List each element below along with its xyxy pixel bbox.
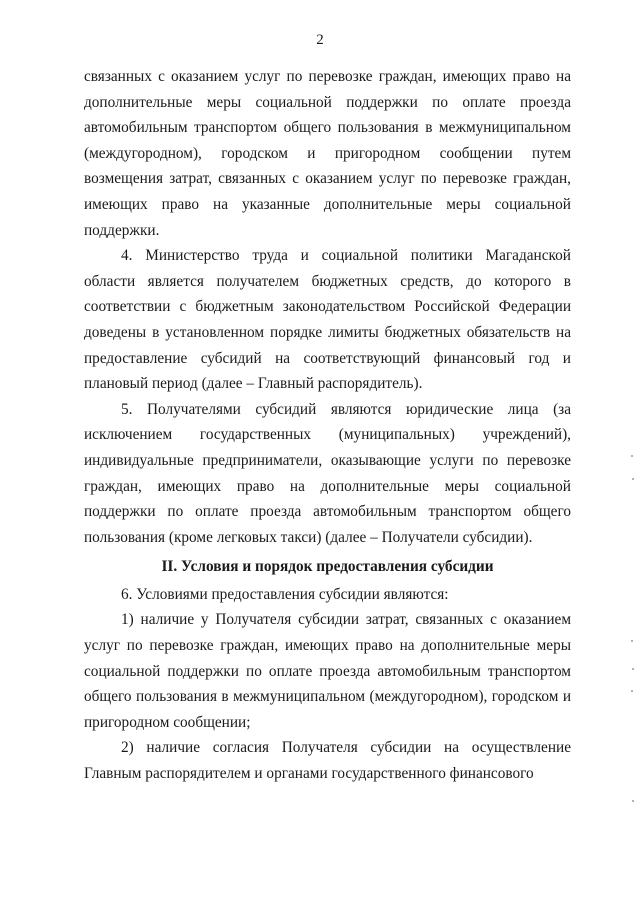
scan-speck [632,800,634,802]
paragraph-continuation: связанных с оказанием услуг по перевозке граждан, имеющих право на дополнительные меры социальной поддержки по оплате проезда автомобильным транспортом общего пользования в межмуниципальном (междугородном), городском и пригородном сообщении путем возмещения затрат, связанных с оказанием услуг по перевозке граждан, имеющих право на указанные дополнительные меры социальной поддержки. [84,68,571,239]
document-body [84,64,571,787]
page-number: 2 [316,32,324,48]
paragraph-5: 5. Получателями субсидий являются юридические лица (за исключением государственных (муниципальных) учреждений), индивидуальные предприниматели, оказывающие услуги по перевозке граждан, имеющих право на дополнительные меры социальной поддержки по оплате проезда автомобильным транспортом общего пользования (кроме легковых такси) (далее – Получатели субсидии). [84,400,571,546]
list-item-2: 2) наличие согласия Получателя субсидии на осуществление Главным распорядителем и органами государственного финансового [84,739,571,783]
list-item-1: 1) наличие у Получателя субсидии затрат, связанных с оказанием услуг по перевозке граждан, имеющих право на дополнительные меры социальной поддержки по оплате проезда автомобильным транспортом общего пользования в межмуниципальном (междугородном), городском и пригородном сообщении; [84,611,571,731]
scan-speck [632,478,634,480]
paragraph-4: 4. Министерство труда и социальной политики Магаданской области является получателем бюджетных средств, до которого в соответствии с бюджетным законодательством Российской Федерации доведены в установленном порядке лимиты бюджетных обязательств на предоставление субсидий на соответствующий финансовый год и плановый период (далее – Главный распорядитель). [84,247,571,393]
scan-speck [632,668,634,670]
scan-speck [631,640,633,642]
scan-speck [631,455,633,457]
scan-speck [631,690,633,692]
section-heading: II. Условия и порядок предоставления субсидии [161,558,494,576]
paragraph-6: 6. Условиями предоставления субсидии являются: [121,585,449,603]
